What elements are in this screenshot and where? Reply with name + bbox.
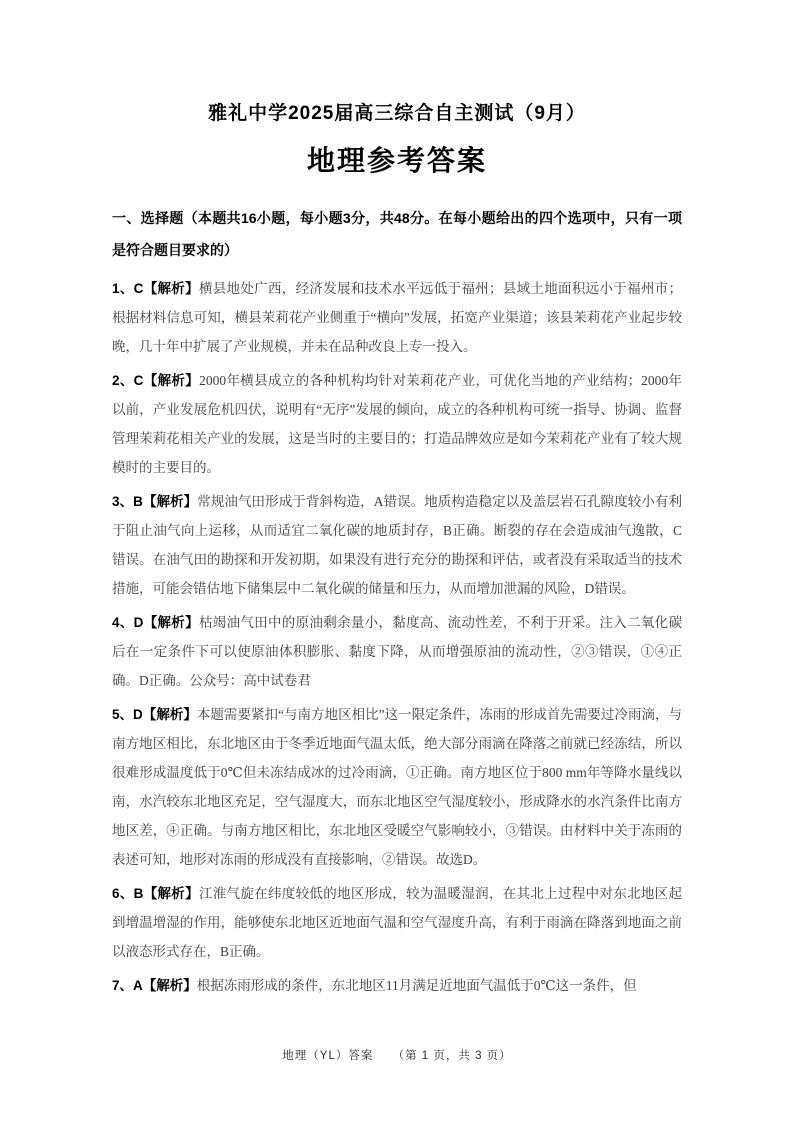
exam-title: 雅礼中学2025届高三综合自主测试（9月） [208, 103, 586, 124]
page-footer: 地理（YL）答案 （第 1 页，共 3 页） [282, 1050, 512, 1062]
answer-item-6 [112, 879, 682, 966]
section-heading: 一、选择题（本题共16小题，每小题3分，共48分。在每小题给出的四个选项中，只有一项是符合题目要求的） [112, 210, 682, 258]
answer-item-3 [112, 487, 682, 603]
answer-label-2: 2、C【解析】 [112, 373, 200, 389]
answer-label-4: 4、D【解析】 [112, 615, 199, 631]
answer-text-1: 横县地处广西，经济发展和技术水平远低于福州；县域土地面积远小于福州市；根据材料信息可知，横县茉莉花产业侧重于“横向”发展，拓宽产业渠道；该县茉莉花产业起步较晚，几十年中扩展了产业规模，并未在品种改良上专一投入。 [112, 281, 682, 355]
answer-key-title: 地理参考答案 [306, 145, 487, 176]
answer-item-5 [112, 700, 682, 874]
answer-text-5: 本题需要紧扣“与南方地区相比”这一限定条件，冻雨的形成首先需要过冷雨滴，与南方地区相比，东北地区由于冬季近地面气温太低，绝大部分雨滴在降落之前就已经冻结，所以很难形成温度低于0℃但未冻结成冰的过冷雨滴，①正确。南方地区位于800 mm年等降水量线以南，水汽较东北地区充足，空气湿度大，而东北地区空气湿度较小，形成降水的水汽条件比南方地区差，④正确。与南方地区相比，东北地区受暖空气影响较小，③错误。由材料中关于冻雨的表述可知，地形对冻雨的形成没有直接影响，②错误。故选D。 [112, 707, 683, 868]
answer-item-2 [112, 366, 682, 482]
answer-text-4: 枯竭油气田中的原油剩余量小，黏度高、流动性差，不利于开采。注入二氧化碳后在一定条件下可以使原油体积膨胀、黏度下降，从而增强原油的流动性，②③错误，①④正确。D正确。公众号：高中试卷君 [112, 615, 682, 689]
answer-label-7: 7、A【解析】 [112, 978, 197, 994]
answer-item-4 [112, 608, 682, 695]
answer-text-3: 常规油气田形成于背斜构造，A错误。地质构造稳定以及盖层岩石孔隙度较小有利于阻止油气向上运移，从而适宜二氧化碳的地质封存，B正确。断裂的存在会造成油气逸散，C错误。在油气田的勘探和开发初期，如果没有进行充分的勘探和评估，或者没有采取适当的技术措施，可能会错估地下储集层中二氧化碳的储量和压力，从而增加泄漏的风险，D错误。 [112, 494, 683, 597]
answers-list [112, 274, 682, 1000]
answer-label-5: 5、D【解析】 [112, 707, 197, 723]
answer-label-6: 6、B【解析】 [112, 886, 199, 902]
answer-item-7 [112, 971, 682, 1000]
answer-label-3: 3、B【解析】 [112, 494, 198, 510]
answer-text-7: 根据冻雨形成的条件，东北地区11月满足近地面气温低于0℃这一条件，但 [196, 978, 637, 994]
answer-label-1: 1、C【解析】 [112, 281, 199, 296]
answer-text-2: 2000年横县成立的各种机构均针对茉莉花产业，可优化当地的产业结构；2000年以前，产业发展危机四伏，说明有“无序”发展的倾向，成立的各种机构可统一指导、协调、监督管理茉莉花相关产业的发展，这是当时的主要目的；打造品牌效应是如今茉莉花产业有了较大规模时的主要目的。 [112, 373, 682, 476]
answer-item-1 [112, 274, 682, 361]
answer-text-6: 江淮气旋在纬度较低的地区形成，较为温暖湿润，在其北上过程中对东北地区起到增温增湿的作用，能够使东北地区近地面气温和空气湿度升高，有利于雨滴在降落到地面之前以液态形式存在，B正确。 [112, 886, 682, 960]
